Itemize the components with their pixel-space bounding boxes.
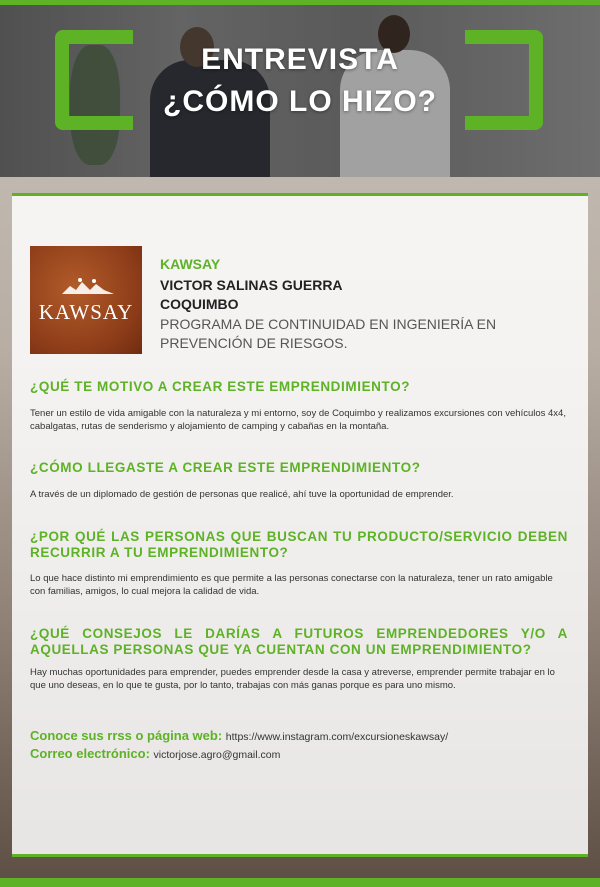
header-title-line1: ENTREVISTA (201, 43, 399, 76)
bottom-accent-stripe (0, 878, 600, 887)
email-link[interactable]: victorjose.agro@gmail.com (153, 749, 281, 761)
entrepreneur-city: COQUIMBO (160, 296, 239, 312)
header-banner (0, 5, 600, 177)
email-contact (30, 746, 568, 761)
web-label: Conoce sus rrss o página web: (30, 728, 223, 743)
header-title-line2: ¿CÓMO LO HIZO? (163, 85, 437, 118)
email-label: Correo electrónico: (30, 746, 150, 761)
interview-panel (12, 193, 588, 857)
answer-1: Tener un estilo de vida amigable con la naturaleza y mi entorno, soy de Coquimbo y realizamos excursiones con vehículos 4x4, cabalgatas, rutas de senderismo y alojamiento de camping y cabañas en la montaña. (30, 408, 566, 432)
kawsay-logo (30, 246, 142, 354)
answer-3: Lo que hace distinto mi emprendimiento es que permite a las personas conectarse con la naturaleza, tener un rato amigable con familias, amigos, lo cual mejora la calidad de vida. (30, 573, 553, 597)
brand-name: KAWSAY (160, 256, 221, 272)
profile-block (160, 256, 570, 353)
web-link[interactable]: https://www.instagram.com/excursioneskawsay/ (225, 731, 449, 743)
logo-wordmark: KAWSAY (38, 300, 134, 324)
question-1: ¿QUÉ TE MOTIVO A CREAR ESTE EMPRENDIMIENTO? (30, 379, 411, 394)
horse-riders-icon (60, 276, 116, 298)
web-contact (30, 728, 568, 743)
answer-4: Hay muchas oportunidades para emprender, puedes emprender desde la casa y atreverse, emprender permite trabajar en lo que uno deseas, en lo que te gusta, por lo tanto, trabajas con más ganas porque es para uno mismo. (30, 667, 555, 691)
question-3: ¿POR QUÉ LAS PERSONAS QUE BUSCAN TU PRODUCTO/SERVICIO DEBEN RECURRIR A TU EMPRENDIMIENTO? (30, 529, 568, 560)
question-2: ¿CÓMO LLEGASTE A CREAR ESTE EMPRENDIMIENTO? (30, 460, 421, 475)
entrepreneur-name: VICTOR SALINAS GUERRA (160, 277, 343, 293)
question-4: ¿QUÉ CONSEJOS LE DARÍAS A FUTUROS EMPRENDEDORES Y/O A AQUELLAS PERSONAS QUE YA CUENTAN CON UN EMPRENDIMIENTO? (30, 626, 568, 657)
answer-2: A través de un diplomado de gestión de personas que realicé, ahí tuve la oportunidad de emprender. (30, 489, 454, 500)
program-name: PROGRAMA DE CONTINUIDAD EN INGENIERÍA EN PREVENCIÓN DE RIESGOS. (160, 316, 497, 351)
